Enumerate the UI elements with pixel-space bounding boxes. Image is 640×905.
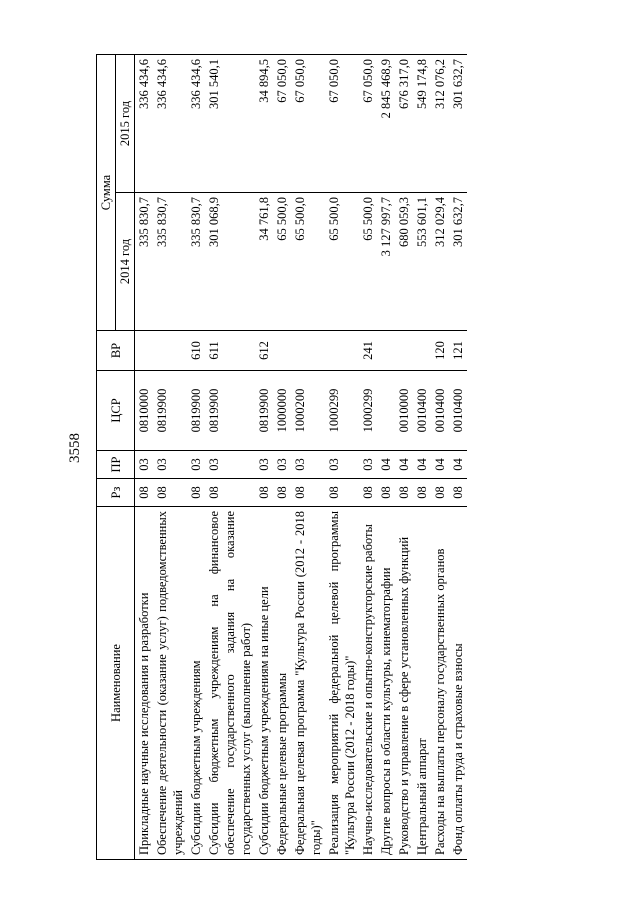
row-name: Центральный аппарат — [413, 507, 431, 860]
row-tsr: 1000000 — [273, 371, 291, 451]
row-amount-2014: 34 761,8 — [255, 193, 273, 331]
row-name: Федеральная целевая программа "Культура России (2012 - 2018 годы)" — [291, 507, 325, 860]
row-amount-2014: 65 500,0 — [273, 193, 291, 331]
table-row — [273, 55, 291, 860]
row-amount-2015: 301 540,1 — [205, 55, 255, 193]
row-amount-2015: 312 076,2 — [431, 55, 449, 193]
table-row — [449, 55, 467, 860]
row-name: Фонд оплаты труда и страховые взносы — [449, 507, 467, 860]
row-amount-2014: 312 029,4 — [431, 193, 449, 331]
row-vr — [135, 331, 154, 371]
row-pr: 04 — [395, 451, 413, 479]
row-name: Субсидии бюджетным учреждениям — [187, 507, 205, 860]
row-tsr: 0819900 — [153, 371, 187, 451]
row-amount-2015: 336 434,6 — [153, 55, 187, 193]
table-row — [395, 55, 413, 860]
table-row — [291, 55, 325, 860]
row-name: Субсидии бюджетным учреждениям на финансовое обеспечение государственного задания на оказание государственных услуг (выполнение работ) — [205, 507, 255, 860]
row-tsr: 0819900 — [205, 371, 255, 451]
row-rz: 08 — [377, 479, 395, 507]
row-tsr: 0010400 — [413, 371, 431, 451]
row-rz: 08 — [449, 479, 467, 507]
row-name: Другие вопросы в области культуры, кинематографии — [377, 507, 395, 860]
table-row — [377, 55, 395, 860]
row-amount-2014: 65 500,0 — [359, 193, 377, 331]
row-tsr: 0819900 — [187, 371, 205, 451]
row-tsr: 1000200 — [291, 371, 325, 451]
row-vr: 612 — [255, 331, 273, 371]
row-pr: 04 — [377, 451, 395, 479]
page-number: 3558 — [67, 433, 83, 463]
header-year-2014: 2014 год — [116, 193, 135, 331]
row-tsr: 0810000 — [135, 371, 154, 451]
row-rz: 08 — [431, 479, 449, 507]
budget-table — [96, 54, 467, 860]
row-amount-2014: 335 830,7 — [153, 193, 187, 331]
row-vr: 610 — [187, 331, 205, 371]
row-rz: 08 — [413, 479, 431, 507]
row-tsr: 0010400 — [431, 371, 449, 451]
row-tsr: 0819900 — [255, 371, 273, 451]
row-amount-2015: 67 050,0 — [359, 55, 377, 193]
row-vr: 611 — [205, 331, 255, 371]
row-rz: 08 — [135, 479, 154, 507]
row-amount-2014: 680 059,3 — [395, 193, 413, 331]
table-row — [431, 55, 449, 860]
row-pr: 03 — [255, 451, 273, 479]
table-body — [135, 55, 468, 860]
row-amount-2014: 335 830,7 — [135, 193, 154, 331]
row-pr: 04 — [431, 451, 449, 479]
row-amount-2015: 676 317,0 — [395, 55, 413, 193]
row-tsr — [377, 371, 395, 451]
row-amount-2014: 553 601,1 — [413, 193, 431, 331]
table-row — [135, 55, 154, 860]
row-amount-2015: 2 845 468,9 — [377, 55, 395, 193]
header-vr: ВР — [97, 331, 135, 371]
row-vr — [377, 331, 395, 371]
row-vr: 241 — [359, 331, 377, 371]
row-rz: 08 — [255, 479, 273, 507]
table-row — [413, 55, 431, 860]
table-row — [153, 55, 187, 860]
row-rz: 08 — [273, 479, 291, 507]
row-amount-2014: 301 632,7 — [449, 193, 467, 331]
table-row — [325, 55, 359, 860]
row-rz: 08 — [291, 479, 325, 507]
row-vr — [153, 331, 187, 371]
row-tsr: 1000299 — [325, 371, 359, 451]
rotated-table-container — [96, 55, 582, 860]
row-pr: 03 — [153, 451, 187, 479]
table-row — [359, 55, 377, 860]
row-amount-2015: 67 050,0 — [273, 55, 291, 193]
row-pr: 04 — [449, 451, 467, 479]
table-row — [255, 55, 273, 860]
header-tsr: ЦСР — [97, 371, 135, 451]
row-vr — [395, 331, 413, 371]
row-amount-2015: 336 434,6 — [187, 55, 205, 193]
row-vr — [273, 331, 291, 371]
row-pr: 03 — [273, 451, 291, 479]
row-rz: 08 — [153, 479, 187, 507]
row-pr: 03 — [359, 451, 377, 479]
row-pr: 04 — [413, 451, 431, 479]
row-vr: 120 — [431, 331, 449, 371]
row-vr — [325, 331, 359, 371]
row-tsr: 1000299 — [359, 371, 377, 451]
row-amount-2015: 34 894,5 — [255, 55, 273, 193]
row-pr: 03 — [187, 451, 205, 479]
row-pr: 03 — [291, 451, 325, 479]
row-name: Обеспечение деятельности (оказание услуг) подведомственных учреждений — [153, 507, 187, 860]
row-tsr: 0010400 — [449, 371, 467, 451]
row-pr: 03 — [325, 451, 359, 479]
header-rz: Рз — [97, 479, 135, 507]
row-rz: 08 — [187, 479, 205, 507]
row-name: Реализация мероприятий федеральной целевой программы "Культура России (2012 - 2018 годы)" — [325, 507, 359, 860]
row-pr: 03 — [135, 451, 154, 479]
row-amount-2014: 65 500,0 — [325, 193, 359, 331]
row-rz: 08 — [359, 479, 377, 507]
header-year-2015: 2015 год — [116, 55, 135, 193]
row-name: Научно-исследовательские и опытно-конструкторские работы — [359, 507, 377, 860]
row-amount-2014: 3 127 997,7 — [377, 193, 395, 331]
row-vr: 121 — [449, 331, 467, 371]
row-pr: 03 — [205, 451, 255, 479]
row-amount-2014: 301 068,9 — [205, 193, 255, 331]
row-vr — [291, 331, 325, 371]
row-amount-2015: 549 174,8 — [413, 55, 431, 193]
row-amount-2015: 67 050,0 — [291, 55, 325, 193]
row-name: Субсидии бюджетным учреждениям на иные цели — [255, 507, 273, 860]
row-rz: 08 — [395, 479, 413, 507]
row-name: Расходы на выплаты персоналу государственных органов — [431, 507, 449, 860]
header-pr: ПР — [97, 451, 135, 479]
row-amount-2015: 336 434,6 — [135, 55, 154, 193]
header-sum: Сумма — [97, 55, 116, 331]
row-amount-2015: 301 632,7 — [449, 55, 467, 193]
row-amount-2014: 335 830,7 — [187, 193, 205, 331]
row-rz: 08 — [325, 479, 359, 507]
row-amount-2015: 67 050,0 — [325, 55, 359, 193]
row-vr — [413, 331, 431, 371]
row-name: Федеральные целевые программы — [273, 507, 291, 860]
header-name: Наименование — [97, 507, 135, 860]
row-name: Руководство и управление в сфере установленных функций — [395, 507, 413, 860]
row-tsr: 0010000 — [395, 371, 413, 451]
table-row — [205, 55, 255, 860]
row-rz: 08 — [205, 479, 255, 507]
row-name: Прикладные научные исследования и разработки — [135, 507, 154, 860]
table-row — [187, 55, 205, 860]
row-amount-2014: 65 500,0 — [291, 193, 325, 331]
